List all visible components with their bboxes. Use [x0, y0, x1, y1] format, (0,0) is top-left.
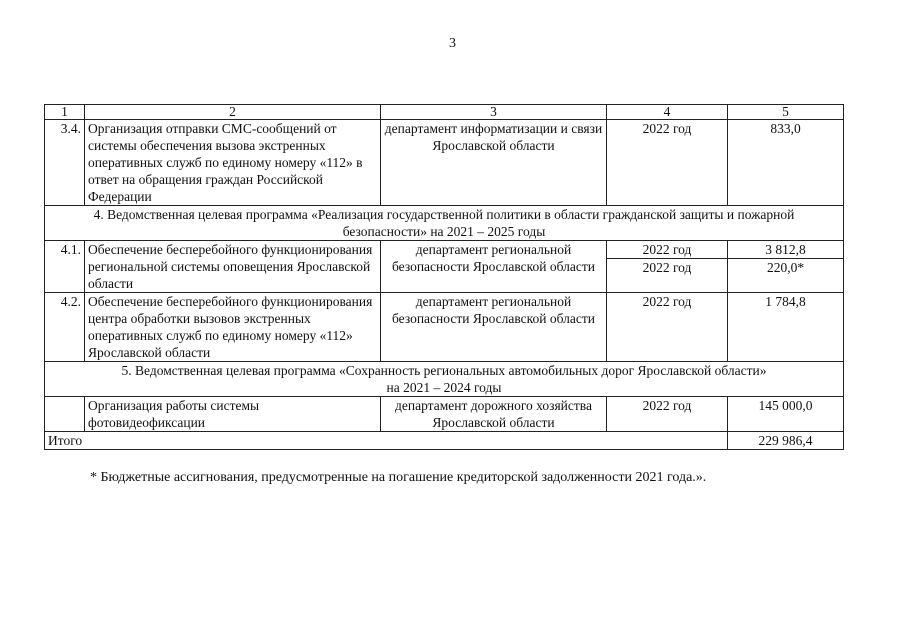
- responsible-department: департамент информатизации и связи Ярославской области: [381, 120, 607, 206]
- section-title-line: безопасности» на 2021 – 2025 годы: [342, 224, 546, 239]
- header-col-3: 3: [381, 105, 607, 120]
- measure-name: Организация отправки СМС-сообщений от системы обеспечения вызова экстренных оперативных служб по единому номеру «112» в ответ на обращения граждан Российской Федерации: [85, 120, 381, 206]
- table-row: [45, 241, 844, 293]
- header-col-4: 4: [607, 105, 728, 120]
- amount-value: 3 812,8: [765, 242, 806, 257]
- table-row: [45, 120, 844, 206]
- year-cell: 2022 год: [607, 120, 728, 206]
- year-value: 2022 год: [607, 258, 727, 276]
- row-number: 3.4.: [45, 120, 85, 206]
- amount-value: 220,0*: [728, 258, 843, 276]
- total-amount: 229 986,4: [728, 432, 844, 450]
- row-number: [45, 397, 85, 432]
- section-title-line: на 2021 – 2024 годы: [386, 380, 502, 395]
- header-col-1: 1: [45, 105, 85, 120]
- table-row: [45, 293, 844, 362]
- section-title-line: 5. Ведомственная целевая программа «Сохранность региональных автомобильных дорог Ярославской области»: [121, 363, 767, 378]
- row-number: 4.2.: [45, 293, 85, 362]
- responsible-department: департамент дорожного хозяйства Ярославской области: [381, 397, 607, 432]
- section-title-4: [45, 206, 844, 241]
- amount-cell: 1 784,8: [728, 293, 844, 362]
- section-title-5: [45, 362, 844, 397]
- amount-cell: 833,0: [728, 120, 844, 206]
- year-cell: 2022 год: [607, 397, 728, 432]
- total-row: [45, 432, 844, 450]
- amount-cell: [728, 241, 844, 293]
- total-label: Итого: [45, 432, 728, 450]
- amount-cell: 145 000,0: [728, 397, 844, 432]
- budget-table: [44, 104, 844, 450]
- section-title-row: [45, 362, 844, 397]
- section-title-line: 4. Ведомственная целевая программа «Реализация государственной политики в области гражданской защиты и пожарной: [93, 207, 795, 222]
- responsible-department: департамент региональной безопасности Ярославской области: [381, 293, 607, 362]
- page-number: 3: [449, 36, 456, 51]
- measure-name: Обеспечение бесперебойного функционирования центра обработки вызовов экстренных оперативных служб по единому номеру «112» Ярославской области: [85, 293, 381, 362]
- table-header-row: [45, 105, 844, 120]
- year-cell: [607, 241, 728, 293]
- footnote: * Бюджетные ассигнования, предусмотренные на погашение кредиторской задолженности 2021 года.».: [90, 470, 707, 485]
- year-cell: 2022 год: [607, 293, 728, 362]
- measure-name: Организация работы системы фотовидеофиксации: [85, 397, 381, 432]
- section-title-row: [45, 206, 844, 241]
- year-value: 2022 год: [642, 242, 692, 257]
- measure-name: Обеспечение бесперебойного функционирования региональной системы оповещения Ярославской области: [85, 241, 381, 293]
- table-row: [45, 397, 844, 432]
- row-number: 4.1.: [45, 241, 85, 293]
- header-col-5: 5: [728, 105, 844, 120]
- responsible-department: департамент региональной безопасности Ярославской области: [381, 241, 607, 293]
- header-col-2: 2: [85, 105, 381, 120]
